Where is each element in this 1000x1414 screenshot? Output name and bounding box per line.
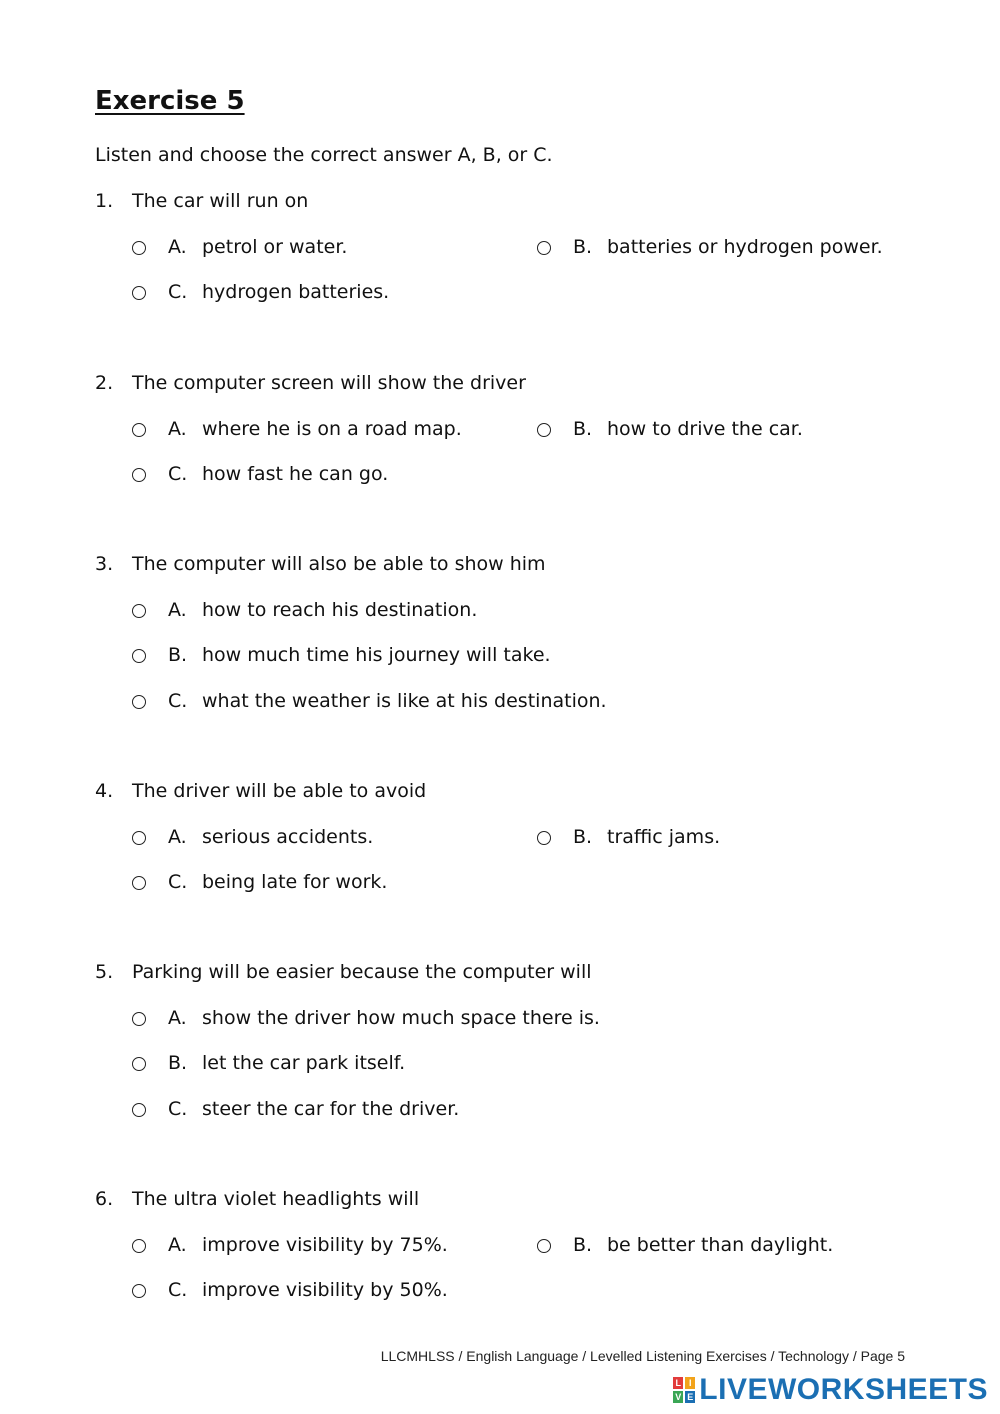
option-letter: C. (168, 1097, 188, 1120)
option-text: hydrogen batteries. (202, 281, 390, 303)
option-text: petrol or water. (202, 235, 348, 258)
radio-circle-icon[interactable] (132, 1239, 146, 1253)
option-text: be better than daylight. (607, 1233, 834, 1256)
option-letter: A. (168, 1006, 187, 1029)
radio-circle-icon[interactable] (132, 876, 146, 890)
question-text: The ultra violet headlights will (132, 1188, 420, 1210)
radio-circle-icon[interactable] (537, 1239, 551, 1253)
option-letter: B. (168, 644, 188, 666)
option-letter: B. (573, 825, 593, 848)
option-text: what the weather is like at his destination. (202, 689, 607, 712)
radio-circle-icon[interactable] (132, 1012, 146, 1026)
logo-letter: V (675, 1392, 682, 1402)
option-letter: C. (168, 689, 188, 712)
instruction-text: Listen and choose the correct answer A, B, or C. (95, 144, 553, 166)
option-letter: C. (168, 871, 188, 893)
question-number: 1. (95, 190, 114, 212)
logo-letter: L (673, 1377, 683, 1389)
option-letter: C. (168, 281, 188, 303)
liveworksheets-logo-icon (673, 1377, 695, 1403)
option-letter: A. (168, 598, 187, 621)
question-number: 2. (95, 372, 114, 394)
option-text: how to drive the car. (607, 417, 803, 440)
radio-circle-icon[interactable] (537, 423, 551, 437)
liveworksheets-brand (673, 1374, 988, 1406)
option-text: steer the car for the driver. (202, 1097, 460, 1120)
exercise-title: Exercise 5 (95, 86, 245, 116)
question-number: 3. (95, 553, 114, 575)
option-letter: B. (573, 235, 593, 258)
option-text: batteries or hydrogen power. (607, 235, 883, 258)
radio-circle-icon[interactable] (132, 241, 146, 255)
option-text: traffic jams. (607, 825, 721, 848)
radio-circle-icon[interactable] (132, 286, 146, 300)
option-text: how much time his journey will take. (202, 644, 551, 666)
logo-letter: I (685, 1377, 695, 1389)
radio-circle-icon[interactable] (132, 468, 146, 482)
option-text: improve visibility by 50%. (202, 1279, 448, 1301)
radio-circle-icon[interactable] (132, 1103, 146, 1117)
logo-letter: E (687, 1392, 694, 1402)
radio-circle-icon[interactable] (132, 423, 146, 437)
option-text: serious accidents. (202, 825, 374, 848)
question-text: The driver will be able to avoid (132, 780, 427, 802)
question-text: The car will run on (132, 190, 309, 212)
option-letter: B. (168, 1052, 188, 1074)
option-text: let the car park itself. (202, 1052, 406, 1074)
question-number: 4. (95, 780, 114, 802)
option-text: being late for work. (202, 871, 388, 893)
option-text: how to reach his destination. (202, 598, 478, 621)
option-text: where he is on a road map. (202, 417, 462, 440)
radio-circle-icon[interactable] (132, 649, 146, 663)
radio-circle-icon[interactable] (132, 1284, 146, 1298)
option-letter: A. (168, 825, 187, 848)
option-letter: C. (168, 1279, 188, 1301)
option-letter: B. (573, 1233, 593, 1256)
radio-circle-icon[interactable] (132, 604, 146, 618)
option-letter: C. (168, 463, 188, 485)
brand-name: LIVEWORKSHEETS (699, 1373, 988, 1406)
question-text: The computer screen will show the driver (132, 372, 526, 394)
option-letter: B. (573, 417, 593, 440)
option-letter: A. (168, 1233, 187, 1256)
radio-circle-icon[interactable] (132, 1057, 146, 1071)
option-letter: A. (168, 417, 187, 440)
question-text: The computer will also be able to show him (132, 553, 546, 575)
question-number: 5. (95, 961, 114, 983)
option-letter: A. (168, 235, 187, 258)
radio-circle-icon[interactable] (537, 241, 551, 255)
page-footer: LLCMHLSS / English Language / Levelled Listening Exercises / Technology / Page 5 (380, 1348, 905, 1364)
radio-circle-icon[interactable] (132, 695, 146, 709)
radio-circle-icon[interactable] (537, 831, 551, 845)
option-text: show the driver how much space there is. (202, 1006, 600, 1029)
option-text: improve visibility by 75%. (202, 1233, 448, 1256)
question-text: Parking will be easier because the computer will (132, 961, 592, 983)
radio-circle-icon[interactable] (132, 831, 146, 845)
option-text: how fast he can go. (202, 463, 389, 485)
question-number: 6. (95, 1188, 114, 1210)
